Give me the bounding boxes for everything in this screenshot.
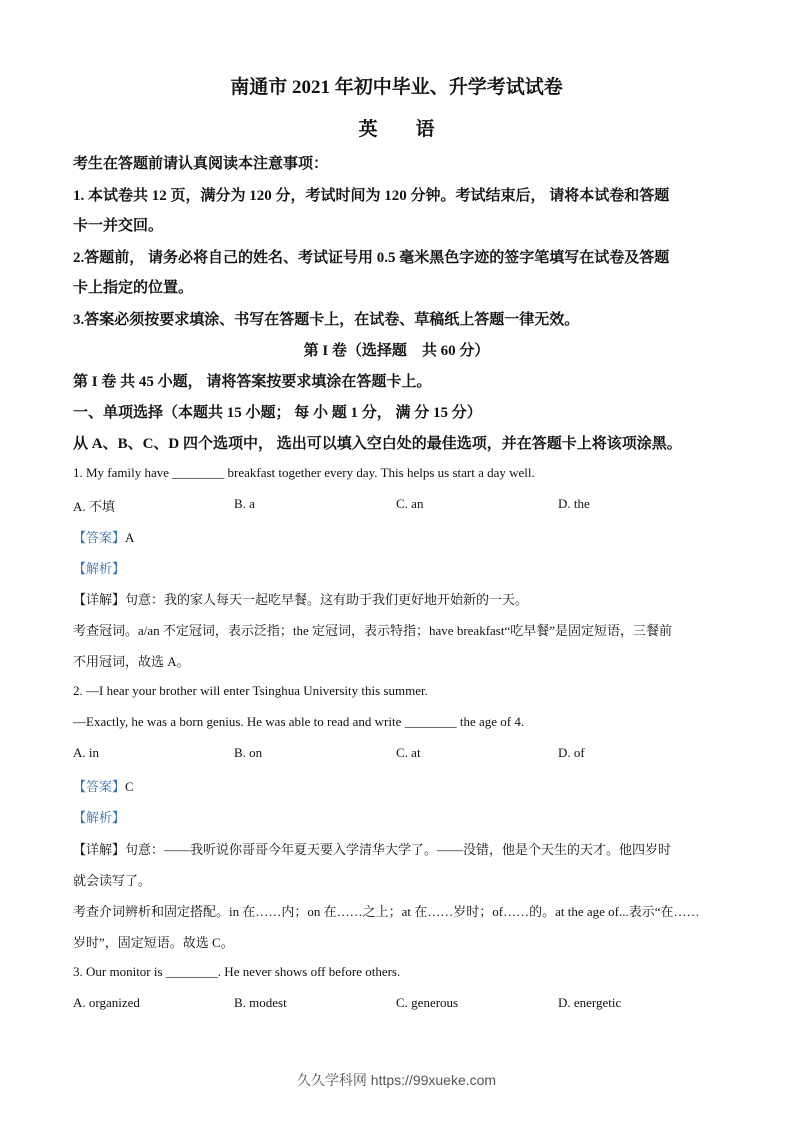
detail-text: 句意：——我听说你哥哥今年夏天要入学清华大学了。——没错，他是个天生的天才。他四岁时 — [125, 842, 672, 857]
question-1-analysis-tag: 【解析】 — [73, 561, 126, 576]
question-2-detail-line-2: 就会读写了。 — [73, 873, 152, 888]
question-2-stem-reply: —Exactly, he was a born genius. He was able to read and write ________ the age of 4. — [73, 714, 525, 729]
question-2-option-c: C. at — [396, 745, 421, 760]
notice-item-3: 3.答案必须按要求填涂、书写在答题卡上，在试卷、草稿纸上答题一律无效。 — [73, 312, 580, 328]
question-2-answer — [73, 776, 134, 795]
footer-watermark: 久久学科网 https://99xueke.com — [296, 1072, 497, 1088]
question-1-option-c: C. an — [396, 496, 424, 511]
question-3-option-a: A. organized — [73, 995, 140, 1010]
question-1-stem: 1. My family have ________ breakfast together every day. This helps us start a day well. — [73, 465, 535, 480]
detail-tag: 【详解】 — [73, 842, 126, 857]
notice-item-1: 1. 本试卷共 12 页，满分为 120 分，考试时间为 120 分钟。考试结束后， 请将本试卷和答题 — [73, 188, 670, 204]
exam-title: 南通市 2021 年初中毕业、升学考试试卷 — [230, 77, 563, 98]
section-instruction: 从 A、B、C、D 四个选项中， 选出可以填入空白处的最佳选项，并在答题卡上将该项涂黑。 — [73, 436, 682, 452]
question-1-detail-line-3: 不用冠词，故选 A。 — [73, 654, 190, 669]
question-3-option-c: C. generous — [396, 995, 459, 1010]
question-2-option-a: A. in — [73, 745, 99, 760]
question-2-option-b: B. on — [234, 745, 263, 760]
notice-item-2: 2.答题前， 请务必将自己的姓名、考试证号用 0.5 毫米黑色字迹的签字笔填写在试卷及答题 — [73, 250, 670, 266]
question-2-analysis-tag: 【解析】 — [73, 810, 126, 825]
question-1-option-a: A. 不填 — [73, 499, 115, 514]
question-1-option-d: D. the — [558, 496, 590, 511]
notice-item-1-cont: 卡一并交回。 — [73, 218, 164, 234]
detail-text: 句意：我的家人每天一起吃早餐。这有助于我们更好地开始新的一天。 — [125, 592, 529, 607]
subject-title: 英 语 — [358, 119, 435, 140]
question-1-option-b: B. a — [234, 496, 255, 511]
question-2-detail-line-4: 岁时”，固定短语。故选 C。 — [73, 935, 234, 950]
answer-tag: 【答案】 — [73, 530, 126, 545]
question-3-option-d: D. energetic — [558, 995, 622, 1010]
question-2-detail — [73, 839, 671, 858]
question-2-detail-line-3: 考查介词辨析和固定搭配。in 在……内；on 在……之上；at 在……岁时；of……的。at the age of...表示“在…… — [73, 904, 700, 919]
notice-item-2-cont: 卡上指定的位置。 — [73, 280, 194, 296]
detail-tag: 【详解】 — [73, 592, 126, 607]
answer-value: A — [125, 530, 135, 545]
answer-tag: 【答案】 — [73, 779, 126, 794]
question-2-stem: 2. —I hear your brother will enter Tsinghua University this summer. — [73, 683, 428, 698]
part1-intro: 第 I 卷 共 45 小题， 请将答案按要求填涂在答题卡上。 — [73, 374, 432, 390]
part1-heading: 第 I 卷（选择题 共 60 分） — [303, 343, 490, 359]
question-3-stem: 3. Our monitor is ________. He never shows off before others. — [73, 964, 401, 979]
question-1-detail — [73, 589, 528, 608]
question-1-answer — [73, 527, 134, 546]
answer-value: C — [125, 779, 134, 794]
question-1-detail-line-2: 考查冠词。a/an 不定冠词，表示泛指；the 定冠词，表示特指；have breakfast“吃早餐”是固定短语，三餐前 — [73, 623, 673, 638]
question-3-option-b: B. modest — [234, 995, 287, 1010]
section-heading: 一、单项选择（本题共 15 小题； 每 小 题 1 分， 满 分 15 分） — [73, 405, 482, 421]
notice-heading: 考生在答题前请认真阅读本注意事项： — [73, 156, 329, 172]
question-2-option-d: D. of — [558, 745, 585, 760]
